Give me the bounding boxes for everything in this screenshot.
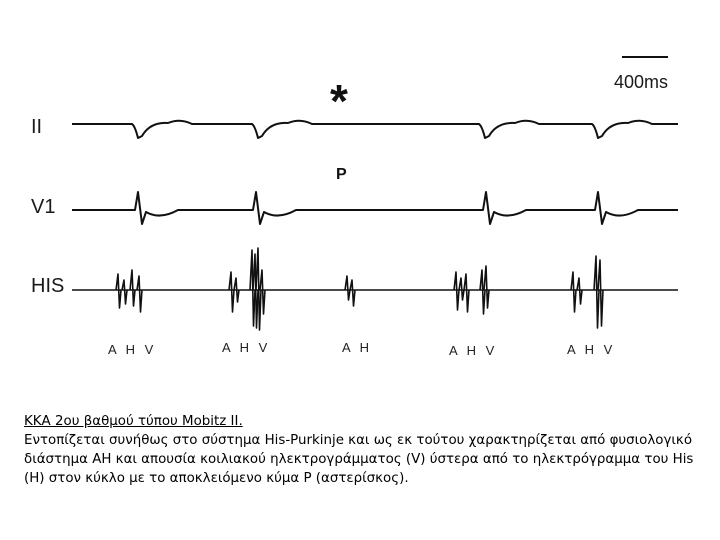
his-deflection-13 — [454, 272, 459, 310]
his-deflection-5 — [229, 272, 234, 312]
his-deflection-16 — [480, 270, 485, 314]
blocked-p-label: P — [336, 166, 347, 183]
his-deflection-4 — [137, 276, 142, 312]
his-deflection-19 — [577, 278, 582, 304]
his-annotation-5: A H V — [567, 342, 616, 357]
his-annotation-4: A H V — [449, 343, 498, 358]
lead-v1-trace — [72, 192, 678, 224]
his-deflection-12 — [350, 280, 355, 306]
his-deflection-2 — [122, 280, 127, 304]
lead-label-v1: V1 — [31, 196, 56, 218]
figure-caption — [24, 412, 704, 488]
his-deflection-11 — [345, 276, 350, 300]
lead-label-his: HIS — [31, 275, 65, 297]
his-annotation-2: A H V — [222, 340, 271, 355]
his-deflection-3 — [130, 270, 135, 306]
his-deflection-6 — [234, 278, 239, 302]
his-deflection-18 — [571, 272, 576, 312]
caption-title: ΚΚΑ 2ου βαθμού τύπου Mobitz II. — [24, 414, 243, 429]
lead-label-ii: II — [31, 116, 43, 138]
lead-ii-trace — [72, 121, 678, 138]
his-deflection-15 — [464, 274, 469, 312]
his-deflection-20 — [594, 256, 599, 328]
caption-body: Εντοπίζεται συνήθως στο σύστημα His-Purkinje και ως εκ τούτου χαρακτηρίζεται από φυσιολογικό διάστημα ΑΗ και απουσία κοιλιακού ηλεκτρογράμματος (V) ύστερα από το ηλεκτρόγραμμα του His (H) στον κύκλο με το αποκλειόμενο κύμα P (αστερίσκος). — [24, 433, 694, 486]
scale-bar-label: 400ms — [614, 72, 669, 92]
blocked-p-asterisk: * — [330, 75, 348, 127]
his-annotation-3: A H — [342, 340, 372, 355]
his-annotation-1: A H V — [108, 342, 157, 357]
his-deflection-14 — [459, 278, 464, 300]
his-deflection-1 — [116, 274, 121, 308]
